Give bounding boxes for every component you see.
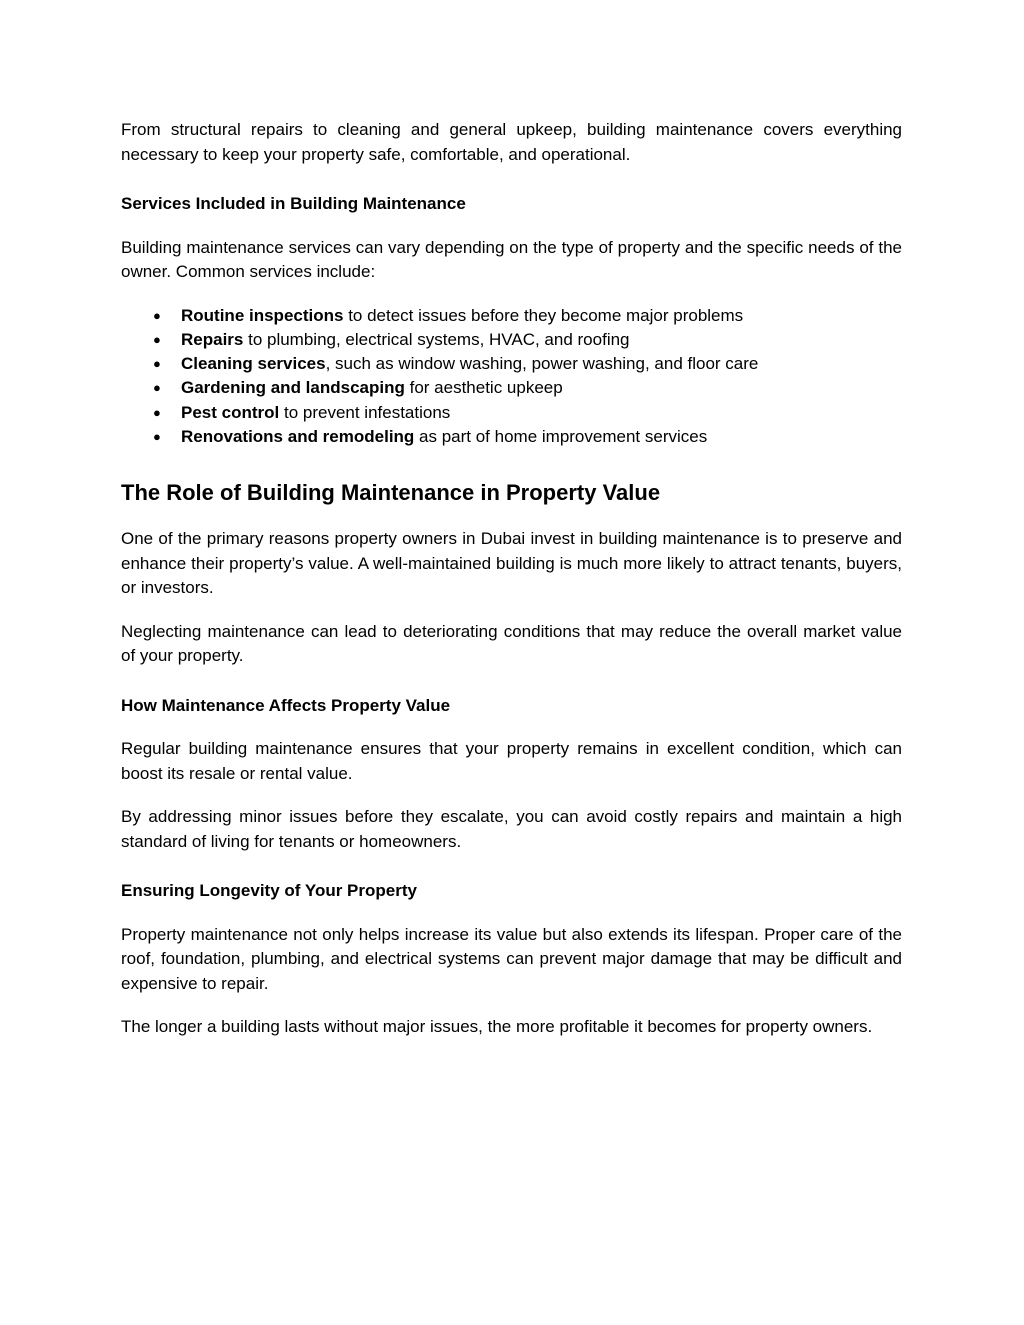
bullet-icon: ● — [153, 356, 161, 372]
bullet-icon: ● — [153, 404, 161, 420]
affects-heading: How Maintenance Affects Property Value — [121, 695, 451, 715]
bullet-icon: ● — [153, 331, 161, 347]
document-page — [121, 118, 902, 1040]
list-item — [121, 328, 902, 352]
list-item-text: as part of home improvement services — [414, 426, 708, 446]
longevity-heading: Ensuring Longevity of Your Property — [121, 881, 417, 901]
list-item-text: to prevent infestations — [279, 402, 451, 422]
longevity-paragraph: The longer a building lasts without major issues, the more profitable it becomes for property owners. — [121, 1017, 873, 1037]
role-paragraph: One of the primary reasons property owners in Dubai invest in building maintenance is to preserve and enhance their property’s value. A well-maintained building is much more likely to attract tenants, buyers, or investors. — [121, 529, 902, 598]
list-item — [121, 376, 902, 400]
list-item-text: , such as window washing, power washing, and floor care — [325, 354, 759, 374]
list-item-bold: Repairs — [181, 329, 244, 349]
list-item-text: to plumbing, electrical systems, HVAC, and roofing — [243, 329, 630, 349]
longevity-paragraph: Property maintenance not only helps increase its value but also extends its lifespan. Proper care of the roof, foundation, plumbing, and electrical systems can prevent major damage that may be difficult and expensive to repair. — [121, 924, 902, 993]
bullet-icon: ● — [153, 428, 161, 444]
bullet-icon: ● — [153, 380, 161, 396]
role-paragraph: Neglecting maintenance can lead to deteriorating conditions that may reduce the overall market value of your property. — [121, 621, 902, 666]
list-item — [121, 304, 902, 328]
list-item — [121, 401, 902, 425]
affects-paragraph: Regular building maintenance ensures that your property remains in excellent condition, which can boost its resale or rental value. — [121, 739, 902, 783]
services-heading: Services Included in Building Maintenance — [121, 194, 466, 213]
affects-paragraph: By addressing minor issues before they escalate, you can avoid costly repairs and maintain a high standard of living for tenants or homeowners. — [121, 807, 902, 851]
list-item-text: for aesthetic upkeep — [404, 378, 563, 398]
bullet-icon: ● — [153, 307, 161, 323]
list-item-bold: Pest control — [181, 402, 280, 422]
services-paragraph: Building maintenance services can vary depending on the type of property and the specific needs of the owner. Common services include: — [121, 237, 902, 281]
list-item-bold: Gardening and landscaping — [181, 378, 405, 398]
list-item-bold: Cleaning services — [181, 354, 326, 374]
role-heading: The Role of Building Maintenance in Property Value — [121, 480, 661, 506]
list-item-text: to detect issues before they become major problems — [343, 305, 744, 325]
list-item — [121, 425, 902, 449]
services-list — [121, 304, 902, 450]
list-item-bold: Renovations and remodeling — [181, 426, 415, 446]
list-item-bold: Routine inspections — [181, 305, 344, 325]
list-item — [121, 352, 902, 376]
intro-paragraph: From structural repairs to cleaning and general upkeep, building maintenance covers everything necessary to keep your property safe, comfortable, and operational. — [121, 120, 902, 164]
